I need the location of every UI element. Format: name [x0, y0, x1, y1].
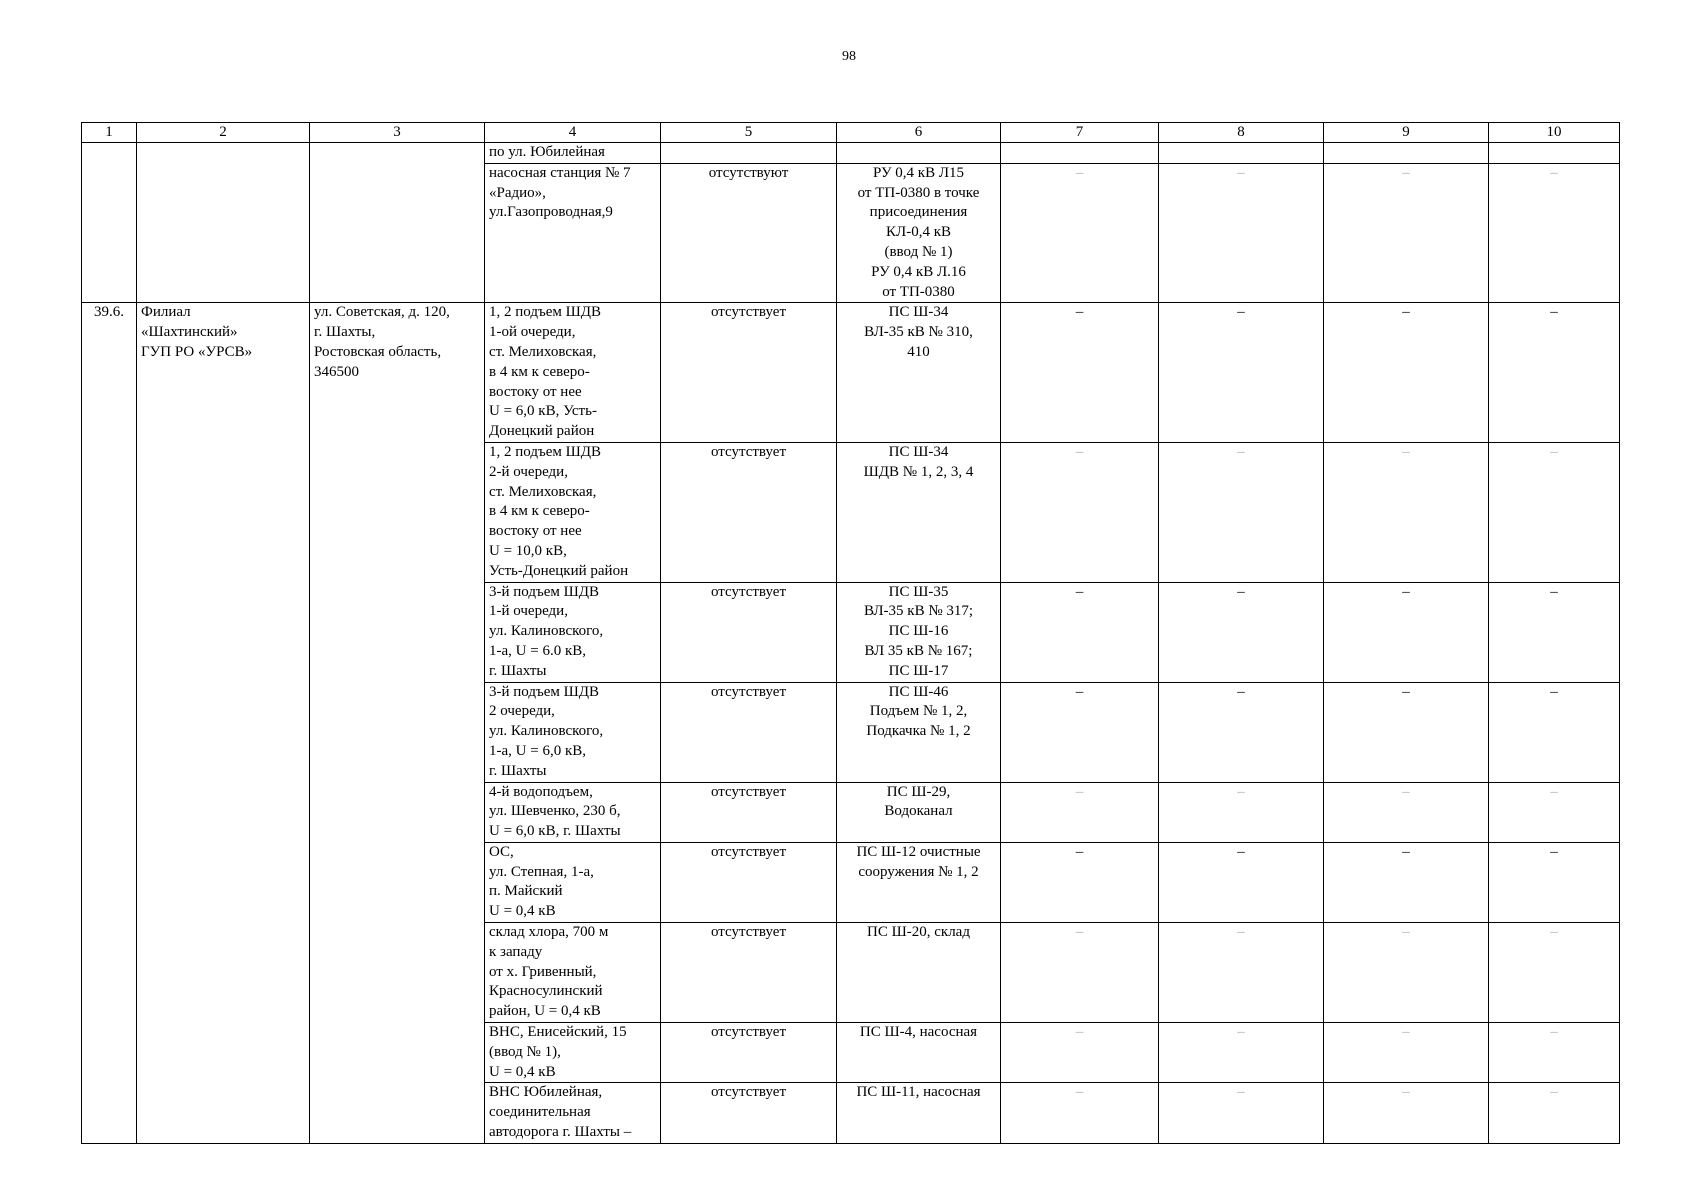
dash-cell: – [1159, 923, 1324, 1023]
status-cell: отсутствует [661, 923, 837, 1023]
connection-cell: ПС Ш-34 ВЛ-35 кВ № 310, 410 [837, 303, 1001, 443]
empty-cell [1489, 143, 1620, 164]
dash-cell: – [1001, 923, 1159, 1023]
dash-cell: – [1489, 682, 1620, 782]
empty-cell [310, 143, 485, 303]
dash-cell: – [1489, 163, 1620, 303]
dash-cell: – [1489, 1023, 1620, 1083]
dash-cell: – [1489, 442, 1620, 582]
status-cell: отсутствует [661, 682, 837, 782]
dash-cell: – [1159, 842, 1324, 922]
dash-cell: – [1324, 1023, 1489, 1083]
entry-number: 39.6. [82, 303, 137, 1143]
header-cell: 3 [310, 123, 485, 143]
header-cell: 1 [82, 123, 137, 143]
dash-cell: – [1489, 582, 1620, 682]
dash-cell: – [1489, 842, 1620, 922]
status-cell: отсутствует [661, 303, 837, 443]
table-row [82, 303, 1620, 443]
header-cell: 7 [1001, 123, 1159, 143]
object-cell: ВНС Юбилейная, соединительная автодорога г. Шахты – [485, 1083, 661, 1143]
dash-cell: – [1001, 582, 1159, 682]
object-cell: 1, 2 подъем ШДВ 1-ой очереди, ст. Мелиховская, в 4 км к северо- востоку от нее U = 6,0 кВ, Усть- Донецкий район [485, 303, 661, 443]
connection-cell: ПС Ш-35 ВЛ-35 кВ № 317; ПС Ш-16 ВЛ 35 кВ № 167; ПС Ш-17 [837, 582, 1001, 682]
dash-cell: – [1324, 842, 1489, 922]
dash-cell: – [1489, 1083, 1620, 1143]
dash-cell: – [1324, 923, 1489, 1023]
status-cell: отсутствует [661, 842, 837, 922]
dash-cell: – [1159, 682, 1324, 782]
data-table [81, 122, 1620, 1144]
status-cell: отсутствует [661, 1023, 837, 1083]
connection-cell: ПС Ш-11, насосная [837, 1083, 1001, 1143]
connection-cell: ПС Ш-4, насосная [837, 1023, 1001, 1083]
status-cell: отсутствует [661, 442, 837, 582]
empty-cell [837, 143, 1001, 164]
page-number: 98 [842, 49, 856, 64]
dash-cell: – [1489, 923, 1620, 1023]
dash-cell: – [1324, 303, 1489, 443]
connection-cell: ПС Ш-34 ШДВ № 1, 2, 3, 4 [837, 442, 1001, 582]
status-cell: отсутствует [661, 582, 837, 682]
object-cell: 1, 2 подъем ШДВ 2-й очереди, ст. Мелиховская, в 4 км к северо- востоку от нее U = 10,0 кВ, Усть-Донецкий район [485, 442, 661, 582]
header-cell: 10 [1489, 123, 1620, 143]
dash-cell: – [1159, 303, 1324, 443]
dash-cell: – [1324, 1083, 1489, 1143]
header-cell: 9 [1324, 123, 1489, 143]
object-cell: по ул. Юбилейная [485, 143, 661, 164]
object-cell: ОС, ул. Степная, 1-а, п. Майский U = 0,4 кВ [485, 842, 661, 922]
empty-cell [137, 143, 310, 303]
object-cell: ВНС, Енисейский, 15 (ввод № 1), U = 0,4 кВ [485, 1023, 661, 1083]
object-cell: 4-й водоподъем, ул. Шевченко, 230 б, U = 6,0 кВ, г. Шахты [485, 782, 661, 842]
empty-cell [82, 143, 137, 303]
dash-cell: – [1001, 782, 1159, 842]
dash-cell: – [1001, 682, 1159, 782]
dash-cell: – [1001, 442, 1159, 582]
dash-cell: – [1159, 582, 1324, 682]
dash-cell: – [1324, 163, 1489, 303]
dash-cell: – [1001, 163, 1159, 303]
object-cell: насосная станция № 7 «Радио», ул.Газопроводная,9 [485, 163, 661, 303]
dash-cell: – [1159, 782, 1324, 842]
dash-cell: – [1489, 782, 1620, 842]
table-row [82, 143, 1620, 164]
header-cell: 4 [485, 123, 661, 143]
header-cell: 5 [661, 123, 837, 143]
connection-cell: ПС Ш-46 Подъем № 1, 2, Подкачка № 1, 2 [837, 682, 1001, 782]
dash-cell: – [1159, 1023, 1324, 1083]
empty-cell [1159, 143, 1324, 164]
dash-cell: – [1324, 782, 1489, 842]
dash-cell: – [1001, 303, 1159, 443]
object-cell: 3-й подъем ШДВ 1-й очереди, ул. Калиновского, 1-а, U = 6.0 кВ, г. Шахты [485, 582, 661, 682]
status-cell: отсутствует [661, 782, 837, 842]
dash-cell: – [1324, 442, 1489, 582]
dash-cell: – [1324, 582, 1489, 682]
connection-cell: ПС Ш-20, склад [837, 923, 1001, 1023]
object-cell: 3-й подъем ШДВ 2 очереди, ул. Калиновского, 1-а, U = 6,0 кВ, г. Шахты [485, 682, 661, 782]
connection-cell: ПС Ш-12 очистные сооружения № 1, 2 [837, 842, 1001, 922]
dash-cell: – [1001, 1023, 1159, 1083]
status-cell: отсутствует [661, 1083, 837, 1143]
dash-cell: – [1001, 1083, 1159, 1143]
dash-cell: – [1489, 303, 1620, 443]
status-cell: отсутствуют [661, 163, 837, 303]
empty-cell [1001, 143, 1159, 164]
empty-cell [661, 143, 837, 164]
organization-cell: Филиал «Шахтинский» ГУП РО «УРСВ» [137, 303, 310, 1143]
header-cell: 6 [837, 123, 1001, 143]
empty-cell [1324, 143, 1489, 164]
address-cell: ул. Советская, д. 120, г. Шахты, Ростовская область, 346500 [310, 303, 485, 1143]
header-cell: 2 [137, 123, 310, 143]
dash-cell: – [1324, 682, 1489, 782]
header-row [82, 123, 1620, 143]
header-cell: 8 [1159, 123, 1324, 143]
dash-cell: – [1159, 442, 1324, 582]
object-cell: склад хлора, 700 м к западу от х. Гривенный, Красносулинский район, U = 0,4 кВ [485, 923, 661, 1023]
dash-cell: – [1001, 842, 1159, 922]
connection-cell: РУ 0,4 кВ Л15 от ТП-0380 в точке присоединения КЛ-0,4 кВ (ввод № 1) РУ 0,4 кВ Л.16 от ТП-0380 [837, 163, 1001, 303]
dash-cell: – [1159, 1083, 1324, 1143]
connection-cell: ПС Ш-29, Водоканал [837, 782, 1001, 842]
dash-cell: – [1159, 163, 1324, 303]
